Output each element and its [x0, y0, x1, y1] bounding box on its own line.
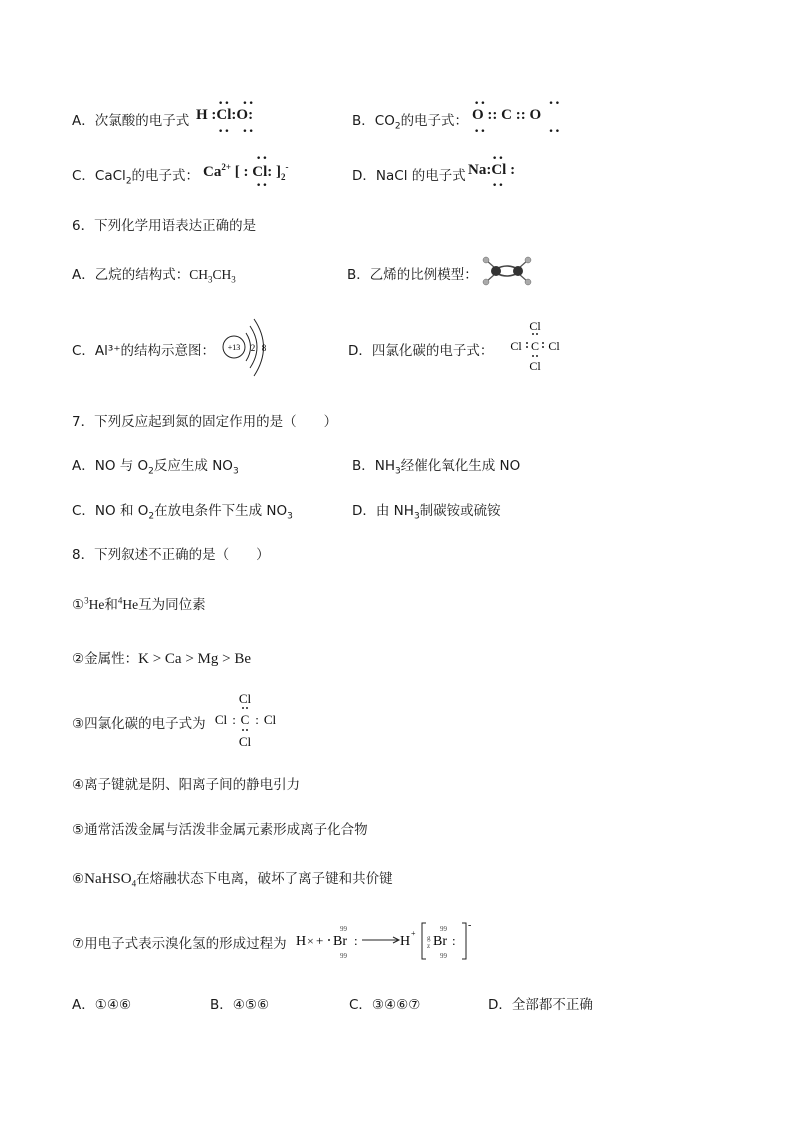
- q8-statement-7: [72, 932, 287, 952]
- statement-text: ③四氯化碳的电子式为: [72, 716, 206, 732]
- subscript: 3: [208, 274, 213, 285]
- atom-cl: Cl: [263, 712, 277, 727]
- q8-statement-5: ⑤通常活泼金属与活泼非金属元素形成离子化合物: [72, 822, 368, 838]
- charge: -: [468, 920, 472, 931]
- q8-choice-b[interactable]: B．④⑤⑥: [210, 997, 270, 1013]
- plus-sign: +: [316, 933, 324, 948]
- q8-statement-6: [72, 867, 393, 889]
- lone-pair-dots: ••: [492, 181, 505, 191]
- al-ion-structure-diagram: [218, 318, 274, 378]
- subscript: 3: [287, 511, 293, 522]
- atom-ca: Ca: [203, 164, 222, 180]
- shell-electrons: 8: [261, 343, 267, 353]
- atom-cl: Cl: [529, 359, 541, 373]
- q7-option-b-text: B．NH: [352, 458, 396, 474]
- atom-c: C: [240, 712, 250, 727]
- atom-he: He: [88, 597, 105, 612]
- svg-text::: :: [354, 933, 358, 948]
- atom-br: Br: [433, 934, 447, 949]
- subscript: 2: [280, 172, 286, 182]
- q5-option-d-label: D．NaCl 的电子式: [352, 168, 466, 184]
- q7-option-a: [72, 454, 239, 477]
- q8-statement-3: [72, 712, 206, 732]
- ccl4-electron-formula: [504, 318, 564, 374]
- q8-statement-2: [72, 647, 251, 668]
- q8-choice-d[interactable]: D．全部都不正确: [488, 997, 593, 1013]
- atom-o: O: [472, 107, 484, 123]
- charge: 2+: [221, 162, 231, 172]
- statement-text: 在熔融状态下电离，破坏了离子键和共价键: [136, 871, 393, 887]
- atom-c: C: [501, 107, 513, 123]
- q7-option-d-text: D．由 NH: [352, 503, 414, 519]
- q8-stem: 8．下列叙述不正确的是（ ）: [72, 547, 270, 563]
- atom-h: H: [196, 107, 208, 123]
- svg-text:99: 99: [340, 952, 347, 960]
- q7-option-d-text: 制碳铵或硫铵: [419, 503, 501, 519]
- svg-text:99: 99: [440, 952, 447, 960]
- atom-cl: Cl: [491, 162, 507, 178]
- svg-text:99: 99: [340, 925, 347, 933]
- statement-number: ⑥: [72, 871, 85, 887]
- q5-option-c-label-post: 的电子式：: [131, 168, 200, 184]
- q5-option-d: [352, 164, 466, 184]
- atom-br: Br: [333, 934, 347, 949]
- charge: -: [285, 162, 289, 172]
- formula-part: CH: [189, 267, 209, 282]
- statement-text: ⑦用电子式表示溴化氢的形成过程为: [72, 936, 287, 952]
- q5-option-a-formula: H :Cl:O:: [196, 107, 254, 123]
- nahso4-formula: NaHSO: [84, 871, 132, 887]
- hbr-formation-process: [296, 918, 478, 964]
- q5-option-a: [72, 109, 189, 129]
- q7-option-d: [352, 499, 501, 522]
- statement-text: ②金属性：: [72, 651, 139, 667]
- q7-option-a-text: 反应生成 NO: [153, 458, 233, 474]
- q8-choice-a[interactable]: A．①④⑥: [72, 997, 132, 1013]
- q6-stem: 6．下列化学用语表达正确的是: [72, 218, 257, 234]
- q5-option-c: [72, 164, 199, 187]
- q6-option-a: [72, 263, 236, 285]
- subscript: 3: [232, 466, 239, 477]
- atom-cl: Cl: [510, 339, 522, 353]
- q6-option-b: [347, 263, 478, 283]
- lone-pair-dots: •• ••: [218, 99, 255, 109]
- subscript: 2: [148, 466, 154, 477]
- subscript: 3: [413, 511, 420, 522]
- lone-pair-dots: ••: [492, 154, 505, 164]
- q7-stem: 7．下列反应起到氮的固定作用的是（ ）: [72, 414, 338, 430]
- subscript: 3: [231, 274, 236, 285]
- atom-h: H: [400, 934, 411, 949]
- statement-number: ①: [72, 597, 85, 613]
- q5-option-d-formula: Na:Cl :: [468, 162, 516, 178]
- q5-option-b-label-post: 的电子式：: [400, 113, 469, 129]
- subscript: 2: [125, 176, 132, 187]
- q5-option-b-label: B．CO: [352, 113, 395, 129]
- statement-text: 互为同位素: [138, 597, 206, 613]
- formula-part: CH: [212, 267, 232, 282]
- atom-cl: Cl: [529, 319, 541, 333]
- atom-he: He: [122, 597, 139, 612]
- q5-option-c-label: C．CaCl: [72, 168, 126, 184]
- subscript: 2: [394, 121, 401, 132]
- atom-na: Na: [468, 162, 487, 178]
- subscript: 3: [395, 466, 401, 477]
- q8-statement-4: ④离子键就是阴、阳离子间的静电引力: [72, 777, 301, 793]
- atom-cl: Cl: [548, 339, 560, 353]
- q7-option-c-text: C．NO 和 O: [72, 503, 149, 519]
- atom-o: O: [529, 107, 542, 123]
- q6-option-d: [348, 339, 493, 359]
- q7-option-b-text: 经催化氧化生成 NO: [400, 458, 521, 474]
- atom-cl: Cl: [252, 164, 268, 180]
- ccl4-formula-statement: [208, 690, 284, 750]
- q7-option-c-text: 在放电条件下生成 NO: [154, 503, 288, 519]
- atom-cl: Cl: [214, 712, 228, 727]
- svg-text:z: z: [427, 942, 431, 950]
- metal-order-formula: K > Ca > Mg > Be: [138, 651, 251, 667]
- atom-h: H: [296, 934, 307, 949]
- lone-pair-dots: ••: [256, 154, 269, 164]
- q8-statement-1: [72, 593, 206, 613]
- q5-option-b: [352, 109, 468, 132]
- charge: +: [411, 929, 416, 938]
- svg-text:g: g: [427, 934, 431, 942]
- q6-option-b-label: B．乙烯的比例模型：: [347, 267, 478, 283]
- q7-option-b: [352, 454, 520, 477]
- mass-number: 4: [117, 595, 123, 606]
- q7-option-c: [72, 499, 293, 522]
- svg-text::: :: [452, 933, 456, 948]
- lone-pair-dots: •• ••: [474, 99, 562, 109]
- atom-cl: Cl: [238, 734, 252, 749]
- electron-cross: ×: [307, 934, 314, 948]
- lone-pair-dots: •• ••: [474, 127, 562, 137]
- svg-text::: :: [232, 712, 236, 727]
- q5-option-b-formula: O :: C :: O: [472, 107, 542, 123]
- svg-text:99: 99: [440, 925, 447, 933]
- lone-pair-dots: ••: [256, 181, 269, 191]
- q6-option-c-label: C．Al³⁺的结构示意图：: [72, 343, 215, 359]
- q7-option-a-text: A．NO 与 O: [72, 458, 149, 474]
- lone-pair-dots: •• ••: [218, 127, 255, 137]
- statement-text: 和: [104, 597, 118, 613]
- q6-option-d-label: D．四氯化碳的电子式：: [348, 343, 494, 359]
- subscript: 4: [131, 878, 137, 889]
- q5-option-a-label: A．次氯酸的电子式: [72, 113, 190, 129]
- q6-option-a-label: A．乙烷的结构式：: [72, 267, 190, 283]
- q6-option-c: [72, 339, 215, 359]
- atom-o: O: [236, 107, 249, 123]
- q8-choice-c[interactable]: C．③④⑥⑦: [349, 997, 421, 1013]
- shell-electrons: 2: [250, 343, 256, 353]
- svg-text::: :: [255, 712, 259, 727]
- atom-cl: Cl: [216, 107, 232, 123]
- q5-option-c-formula: $Ca^{2+}$ [ : Cl: ]$_2^-$: [203, 162, 289, 182]
- nucleus-charge: +13: [227, 343, 241, 352]
- atom-cl: Cl: [238, 691, 252, 706]
- ethylene-model-image: [482, 255, 532, 287]
- mass-number: 3: [84, 595, 89, 606]
- subscript: 2: [148, 511, 155, 522]
- atom-c: C: [530, 339, 540, 353]
